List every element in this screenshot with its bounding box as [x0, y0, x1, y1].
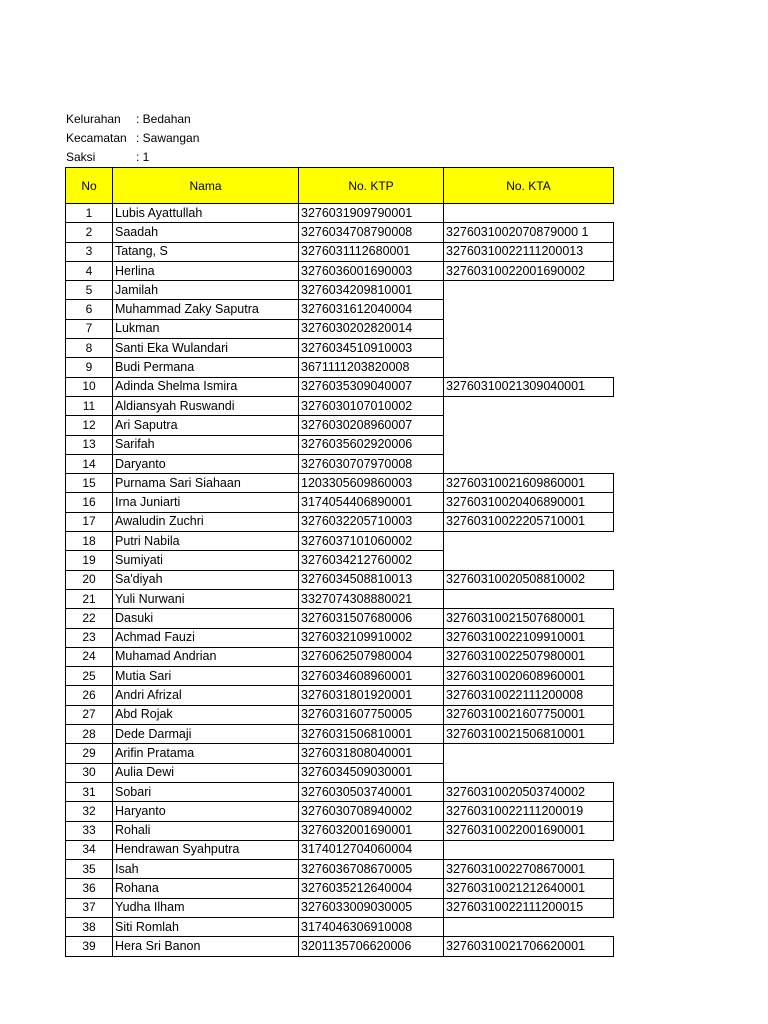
table-row: [66, 705, 614, 724]
table-row: [66, 763, 614, 782]
row-no: 13: [66, 435, 113, 454]
row-ktp: 3276034509030001: [299, 763, 444, 782]
row-no: 9: [66, 358, 113, 377]
row-ktp: 3276035309040007: [299, 377, 444, 396]
row-no: 17: [66, 512, 113, 531]
row-ktp: 3276037101060002: [299, 532, 444, 551]
row-no: 12: [66, 416, 113, 435]
col-header-no: No: [66, 168, 113, 204]
row-no: 2: [66, 223, 113, 242]
table-row: [66, 686, 614, 705]
table-row: [66, 782, 614, 801]
table-row: [66, 725, 614, 744]
row-nama: Sumiyati: [113, 551, 299, 570]
kelurahan-label: Kelurahan: [66, 112, 121, 126]
table-row: [66, 570, 614, 589]
row-ktp: 3276034510910003: [299, 339, 444, 358]
row-ktp: 3276031506810001: [299, 725, 444, 744]
table-row: [66, 802, 614, 821]
table-row: [66, 493, 614, 512]
row-ktp: 3276031808040001: [299, 744, 444, 763]
table-row: [66, 358, 614, 377]
row-no: 18: [66, 532, 113, 551]
row-kta: [444, 840, 614, 859]
table-row: [66, 917, 614, 936]
row-ktp: 3276034608960001: [299, 667, 444, 686]
table-row: [66, 647, 614, 666]
kelurahan-value: : Bedahan: [136, 112, 191, 126]
row-nama: Lubis Ayattullah: [113, 204, 299, 223]
row-ktp: 3276062507980004: [299, 647, 444, 666]
row-ktp: 3276034212760002: [299, 551, 444, 570]
row-ktp: 3276036001690003: [299, 261, 444, 280]
row-kta: [444, 917, 614, 936]
table-header-row: [66, 168, 614, 204]
row-no: 16: [66, 493, 113, 512]
row-nama: Yuli Nurwani: [113, 589, 299, 608]
table-row: [66, 840, 614, 859]
row-kta: 32760310022111200015: [444, 898, 614, 917]
table-row: [66, 589, 614, 608]
row-kta: 32760310021506810001: [444, 725, 614, 744]
row-ktp: 3201135706620006: [299, 937, 444, 956]
row-ktp: 3174046306910008: [299, 917, 444, 936]
row-ktp: 3276031801920001: [299, 686, 444, 705]
row-ktp: 3174054406890001: [299, 493, 444, 512]
row-no: 39: [66, 937, 113, 956]
row-nama: Daryanto: [113, 454, 299, 473]
row-ktp: 3276035212640004: [299, 879, 444, 898]
row-no: 1: [66, 204, 113, 223]
row-ktp: 3276034708790008: [299, 223, 444, 242]
table-row: [66, 860, 614, 879]
row-kta: 32760310021309040001: [444, 377, 614, 396]
table-row: [66, 223, 614, 242]
row-kta: 32760310021609860001: [444, 474, 614, 493]
witness-table: [65, 167, 614, 957]
row-ktp: 3276031607750005: [299, 705, 444, 724]
row-no: 5: [66, 281, 113, 300]
row-nama: Herlina: [113, 261, 299, 280]
row-kta: [444, 204, 614, 223]
row-no: 33: [66, 821, 113, 840]
table-row: [66, 532, 614, 551]
table-row: [66, 454, 614, 473]
row-nama: Muhammad Zaky Saputra: [113, 300, 299, 319]
row-ktp: 3276035602920006: [299, 435, 444, 454]
row-kta: [444, 763, 614, 782]
table-row: [66, 396, 614, 415]
row-no: 10: [66, 377, 113, 396]
row-no: 4: [66, 261, 113, 280]
row-kta: 32760310021607750001: [444, 705, 614, 724]
row-nama: Sobari: [113, 782, 299, 801]
row-ktp: 3276030107010002: [299, 396, 444, 415]
row-kta: 32760310021507680001: [444, 609, 614, 628]
row-nama: Ari Saputra: [113, 416, 299, 435]
row-nama: Siti Romlah: [113, 917, 299, 936]
row-no: 36: [66, 879, 113, 898]
row-nama: Muhamad Andrian: [113, 647, 299, 666]
row-kta: 32760310022111200008: [444, 686, 614, 705]
row-nama: Isah: [113, 860, 299, 879]
table-row: [66, 261, 614, 280]
row-kta: [444, 300, 614, 319]
row-no: 32: [66, 802, 113, 821]
row-no: 11: [66, 396, 113, 415]
table-row: [66, 667, 614, 686]
row-ktp: 3276031507680006: [299, 609, 444, 628]
row-nama: Lukman: [113, 319, 299, 338]
row-ktp: 3276032001690001: [299, 821, 444, 840]
row-nama: Haryanto: [113, 802, 299, 821]
row-no: 8: [66, 339, 113, 358]
row-ktp: 3276030208960007: [299, 416, 444, 435]
row-nama: Awaludin Zuchri: [113, 512, 299, 531]
table-row: [66, 609, 614, 628]
row-no: 6: [66, 300, 113, 319]
row-no: 37: [66, 898, 113, 917]
table-row: [66, 551, 614, 570]
row-nama: Achmad Fauzi: [113, 628, 299, 647]
row-no: 28: [66, 725, 113, 744]
row-nama: Sarifah: [113, 435, 299, 454]
row-no: 23: [66, 628, 113, 647]
row-nama: Putri Nabila: [113, 532, 299, 551]
row-kta: 32760310022001690002: [444, 261, 614, 280]
table-row: [66, 416, 614, 435]
row-ktp: 3174012704060004: [299, 840, 444, 859]
row-ktp: 3327074308880021: [299, 589, 444, 608]
row-kta: 32760310022109910001: [444, 628, 614, 647]
table-row: [66, 435, 614, 454]
table-row: [66, 879, 614, 898]
table-row: [66, 281, 614, 300]
row-no: 7: [66, 319, 113, 338]
row-kta: [444, 281, 614, 300]
row-kta: [444, 454, 614, 473]
kelurahan-line: [66, 110, 191, 128]
row-no: 19: [66, 551, 113, 570]
row-no: 31: [66, 782, 113, 801]
row-kta: [444, 339, 614, 358]
row-kta: 32760310022708670001: [444, 860, 614, 879]
row-kta: [444, 551, 614, 570]
row-kta: [444, 416, 614, 435]
row-no: 14: [66, 454, 113, 473]
row-kta: [444, 358, 614, 377]
table-row: [66, 339, 614, 358]
row-no: 27: [66, 705, 113, 724]
row-no: 22: [66, 609, 113, 628]
saksi-value: : 1: [136, 150, 150, 164]
row-ktp: 3276030202820014: [299, 319, 444, 338]
row-ktp: 3276034209810001: [299, 281, 444, 300]
row-nama: Yudha Ilham: [113, 898, 299, 917]
row-kta: 32760310022001690001: [444, 821, 614, 840]
row-ktp: 3276030503740001: [299, 782, 444, 801]
row-nama: Dede Darmaji: [113, 725, 299, 744]
row-no: 3: [66, 242, 113, 261]
row-no: 38: [66, 917, 113, 936]
row-no: 34: [66, 840, 113, 859]
row-no: 35: [66, 860, 113, 879]
row-nama: Andri Afrizal: [113, 686, 299, 705]
row-nama: Irna Juniarti: [113, 493, 299, 512]
table-row: [66, 628, 614, 647]
row-no: 24: [66, 647, 113, 666]
kecamatan-label: Kecamatan: [66, 131, 127, 145]
row-ktp: 3276033009030005: [299, 898, 444, 917]
table-row: [66, 821, 614, 840]
table-row: [66, 319, 614, 338]
table-body: [66, 204, 614, 957]
row-nama: Rohali: [113, 821, 299, 840]
row-nama: Adinda Shelma Ismira: [113, 377, 299, 396]
col-header-nama: Nama: [113, 168, 299, 204]
row-nama: Aldiansyah Ruswandi: [113, 396, 299, 415]
row-kta: 32760310022507980001: [444, 647, 614, 666]
row-nama: Aulia Dewi: [113, 763, 299, 782]
table-row: [66, 512, 614, 531]
row-kta: 32760310022111200013: [444, 242, 614, 261]
row-kta: 32760310020406890001: [444, 493, 614, 512]
row-nama: Mutia Sari: [113, 667, 299, 686]
row-nama: Hera Sri Banon: [113, 937, 299, 956]
row-ktp: 1203305609860003: [299, 474, 444, 493]
row-no: 15: [66, 474, 113, 493]
row-ktp: 3276032109910002: [299, 628, 444, 647]
saksi-label: Saksi: [66, 150, 96, 164]
saksi-line: [66, 148, 149, 166]
row-ktp: 3276034508810013: [299, 570, 444, 589]
row-ktp: 3276032205710003: [299, 512, 444, 531]
table-row: [66, 377, 614, 396]
table-row: [66, 937, 614, 956]
row-no: 20: [66, 570, 113, 589]
row-kta: 3276031002070879000 1: [444, 223, 614, 242]
row-no: 29: [66, 744, 113, 763]
table-row: [66, 898, 614, 917]
table-row: [66, 204, 614, 223]
row-kta: 32760310022205710001: [444, 512, 614, 531]
table-row: [66, 474, 614, 493]
table-row: [66, 242, 614, 261]
row-ktp: 3671111203820008: [299, 358, 444, 377]
col-header-kta: No. KTA: [444, 168, 614, 204]
row-no: 30: [66, 763, 113, 782]
row-nama: Dasuki: [113, 609, 299, 628]
row-ktp: 3276031112680001: [299, 242, 444, 261]
row-kta: [444, 589, 614, 608]
row-kta: 32760310022111200019: [444, 802, 614, 821]
row-ktp: 3276030708940002: [299, 802, 444, 821]
row-nama: Sa'diyah: [113, 570, 299, 589]
row-nama: Purnama Sari Siahaan: [113, 474, 299, 493]
row-ktp: 3276030707970008: [299, 454, 444, 473]
row-no: 21: [66, 589, 113, 608]
row-nama: Jamilah: [113, 281, 299, 300]
row-no: 26: [66, 686, 113, 705]
row-kta: [444, 532, 614, 551]
row-ktp: 3276036708670005: [299, 860, 444, 879]
row-nama: Arifin Pratama: [113, 744, 299, 763]
row-kta: [444, 435, 614, 454]
row-nama: Santi Eka Wulandari: [113, 339, 299, 358]
row-no: 25: [66, 667, 113, 686]
col-header-ktp: No. KTP: [299, 168, 444, 204]
row-nama: Hendrawan Syahputra: [113, 840, 299, 859]
table-row: [66, 300, 614, 319]
row-nama: Tatang, S: [113, 242, 299, 261]
row-ktp: 3276031612040004: [299, 300, 444, 319]
row-kta: 32760310021706620001: [444, 937, 614, 956]
kecamatan-line: [66, 129, 199, 147]
table-row: [66, 744, 614, 763]
row-kta: [444, 396, 614, 415]
row-kta: 32760310020503740002: [444, 782, 614, 801]
row-nama: Rohana: [113, 879, 299, 898]
row-nama: Abd Rojak: [113, 705, 299, 724]
row-kta: 32760310020608960001: [444, 667, 614, 686]
row-kta: 32760310021212640001: [444, 879, 614, 898]
row-kta: [444, 744, 614, 763]
row-kta: [444, 319, 614, 338]
row-nama: Budi Permana: [113, 358, 299, 377]
row-nama: Saadah: [113, 223, 299, 242]
row-ktp: 3276031909790001: [299, 204, 444, 223]
row-kta: 32760310020508810002: [444, 570, 614, 589]
kecamatan-value: : Sawangan: [136, 131, 200, 145]
